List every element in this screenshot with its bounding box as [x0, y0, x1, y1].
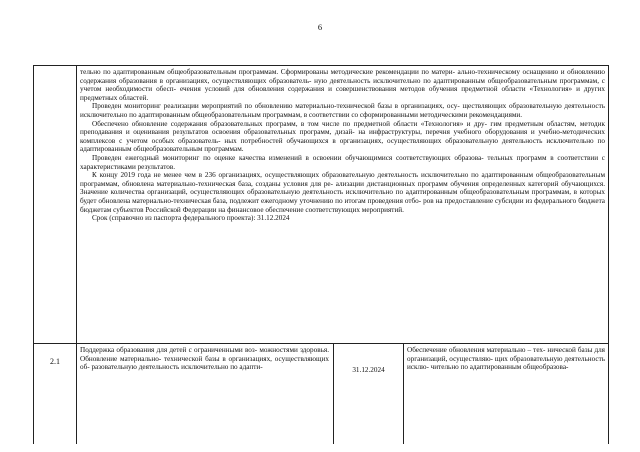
- paragraph-4: Проведен ежегодный мониторинг по оценке качества изменений в освоении обучающимися соответствующих образова- тельных программ в соответствии с характеристиками результатов.: [80, 153, 605, 171]
- paragraph-1: тельно по адаптированным общеобразовательным программам. Сформированы методические рекомендации по матери- ально-техническому оснащению и обновлению содержания образования в организациях, осуществляющих образователь- ную деятельность исключительно по адаптированным общеобразовательным программам, с учетом необходимости обесп- ечения условий для обновления содержания и совершенствования методов обучения предметной области «Технология» и других предметных областей.: [80, 68, 605, 102]
- column-divider: [76, 65, 77, 444]
- row-number: 2.1: [50, 357, 60, 366]
- deadline-note: Срок (справочно из паспорта федерального проекта): 31.12.2024: [92, 214, 290, 223]
- table-border-right: [608, 65, 609, 444]
- paragraph-2: Проведен мониторинг реализации мероприятий по обновлению материально-технической базы в организациях, осу- ществляющих образовательную деятельность исключительно по адаптированным общеобразовательным программам, в соответствии со сформированными методическими рекомендациями.: [80, 102, 605, 119]
- row-title: Поддержка образования для детей с ограниченными воз- можностями здоровья. Обновление материально- технической базы в организациях, осуществляющих об- разовательную деятельность исключительно по адапти-: [80, 346, 329, 372]
- column-divider-date-left: [333, 343, 334, 444]
- row-divider: [33, 343, 609, 344]
- column-divider-date-right: [403, 343, 404, 444]
- table-border-left: [33, 65, 34, 444]
- row-result: Обеспечение обновления материально – тех- нической базы для организаций, осуществляю- щих образовательную деятельность исклю- чительно по адаптированным общеобразова-: [407, 346, 605, 372]
- row-date: 31.12.2024: [352, 366, 385, 374]
- table-border-top: [33, 65, 609, 66]
- paragraph-5: К концу 2019 года не менее чем в 236 организациях, осуществляющих образовательную деятельность исключительно по адаптированным общеобразовательным программам, обновлена материально-техническая база, созданы условия для ре- ализации дистанционных программ обучения определенных категорий обучающихся. Значение количества организаций, осуществляющих образовательную деятельность исключительно по адаптированным общеобразовательным программам, в которых будет обновлена материально-техническая база, подлежит ежегодному уточнению по итогам проведения отбо- ров на предоставление субсидии из федерального бюджета бюджетам субъектов Российской Федерации на финансовое обеспечение соответствующих мероприятий.: [80, 171, 605, 214]
- paragraph-3: Обеспечено обновление содержания образовательных программ, в том числе по предметной области «Технология» и дру- гим предметным областям, методик преподавания и оценивания результатов освоения образовательных программ, дизай- на инфраструктуры, перечня учебного оборудования и учебно-методических комплексов с учетом особых образователь- ных потребностей обучающихся в организациях, осуществляющих образовательную деятельность исключительно по адаптированным общеобразовательным программам.: [80, 119, 605, 154]
- continuation-text: [80, 68, 605, 223]
- page-number: 6: [317, 22, 323, 32]
